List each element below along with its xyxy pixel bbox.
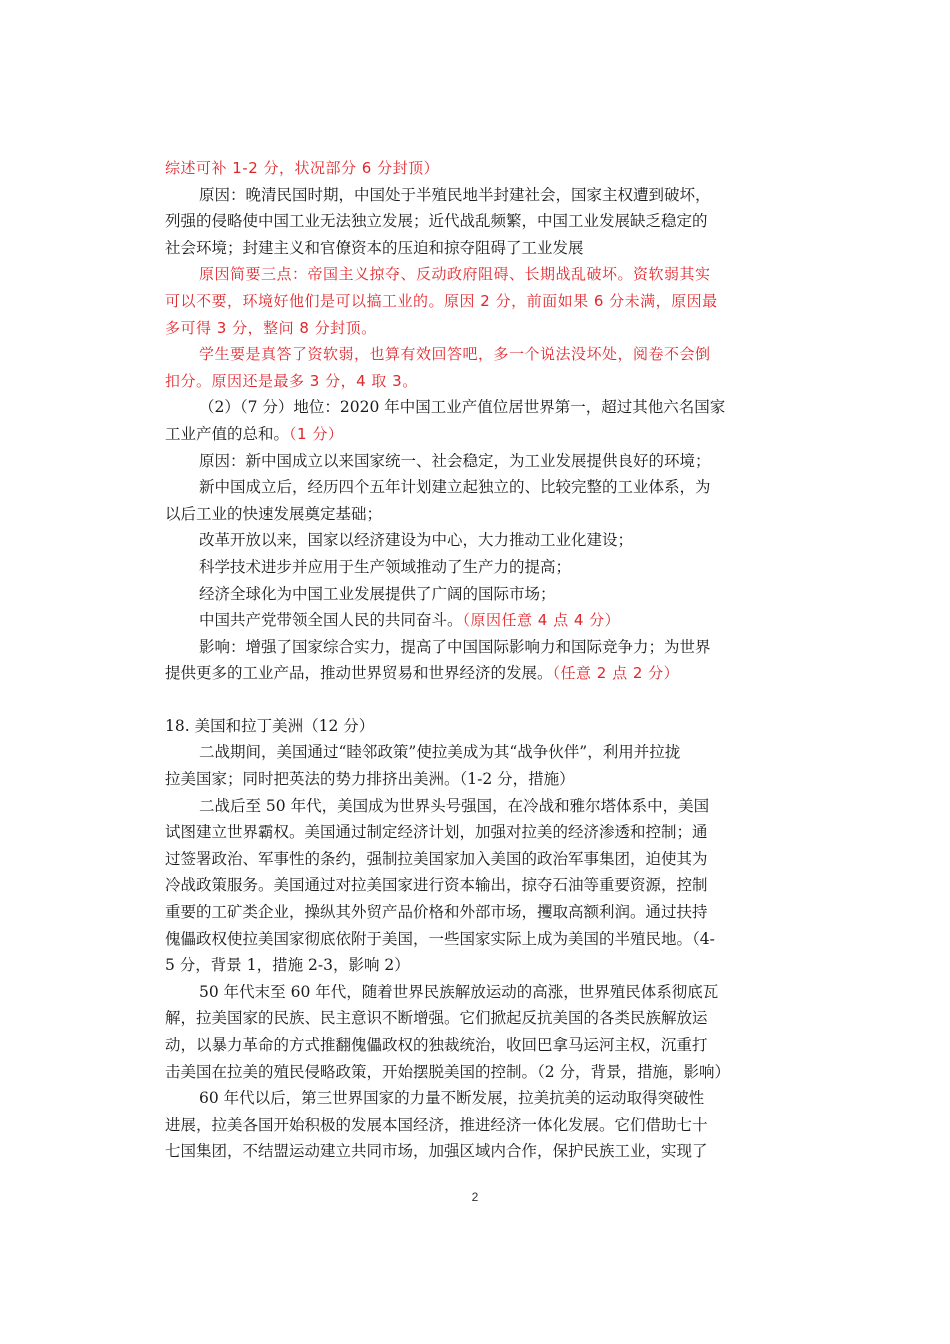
answer-text: 二战期间，美国通过“睦邻政策”使拉美成为其“战争伙伴”，利用并拉拢 xyxy=(199,743,681,762)
text-line xyxy=(165,474,785,501)
answer-text: 解，拉美国家的民族、民主意识不断增强。它们掀起反抗美国的各类民族解放运 xyxy=(165,1009,708,1028)
text-line xyxy=(165,607,785,634)
text-line xyxy=(165,315,785,342)
answer-text: 重要的工矿类企业，操纵其外贸产品价格和外部市场，攫取高额利润。通过扶持 xyxy=(165,903,708,922)
text-line xyxy=(165,846,785,873)
grading-note: 多可得 3 分，整问 8 分封顶。 xyxy=(165,318,377,337)
text-line xyxy=(165,554,785,581)
answer-text: 18. 美国和拉丁美洲（12 分） xyxy=(165,716,375,735)
grading-note: 可以不要，环境好他们是可以搞工业的。原因 2 分，前面如果 6 分未满，原因最 xyxy=(165,291,718,310)
text-line xyxy=(165,766,785,793)
text-line xyxy=(165,952,785,979)
text-line xyxy=(165,660,785,687)
answer-text: 提供更多的工业产品，推动世界贸易和世界经济的发展。 xyxy=(165,664,553,683)
answer-text: 试图建立世界霸权。美国通过制定经济计划，加强对拉美的经济渗透和控制；通 xyxy=(165,823,708,842)
text-line xyxy=(165,448,785,475)
grading-note: 扣分。原因还是最多 3 分，4 取 3。 xyxy=(165,371,418,390)
text-line xyxy=(165,261,785,288)
answer-text: 过签署政治、军事性的条约，强制拉美国家加入美国的政治军事集团，迫使其为 xyxy=(165,849,708,868)
answer-text: 冷战政策服务。美国通过对拉美国家进行资本输出，掠夺石油等重要资源，控制 xyxy=(165,876,708,895)
text-line xyxy=(165,182,785,209)
text-line xyxy=(165,872,785,899)
grading-note: （1 分） xyxy=(289,424,344,443)
text-line xyxy=(165,208,785,235)
document-body xyxy=(165,155,785,1165)
text-line xyxy=(165,1085,785,1112)
answer-text: 60 年代以后，第三世界国家的力量不断发展，拉美抗美的运动取得突破性 xyxy=(199,1089,705,1108)
text-line xyxy=(165,288,785,315)
text-line xyxy=(165,979,785,1006)
answer-text: 拉美国家；同时把英法的势力排挤出美洲。（1-2 分，措施） xyxy=(165,770,575,789)
answer-text: 社会环境；封建主义和官僚资本的压迫和掠夺阻碍了工业发展 xyxy=(165,238,584,257)
answer-text: 新中国成立后，经历四个五年计划建立起独立的、比较完整的工业体系，为 xyxy=(199,478,711,497)
answer-text: 击美国在拉美的殖民侵略政策，开始摆脱美国的控制。（2 分，背景，措施，影响） xyxy=(165,1062,731,1081)
answer-text: 以后工业的快速发展奠定基础； xyxy=(165,504,383,523)
text-line xyxy=(165,368,785,395)
answer-text: 二战后至 50 年代，美国成为世界头号强国，在冷战和雅尔塔体系中，美国 xyxy=(199,796,710,815)
text-line xyxy=(165,899,785,926)
answer-text: 进展，拉美各国开始积极的发展本国经济，推进经济一体化发展。它们借助七十 xyxy=(165,1115,708,1134)
text-line xyxy=(165,713,785,740)
answer-text: 影响：增强了国家综合实力，提高了中国国际影响力和国际竞争力；为世界 xyxy=(199,637,711,656)
text-line xyxy=(165,501,785,528)
answer-text: 经济全球化为中国工业发展提供了广阔的国际市场； xyxy=(199,584,556,603)
text-line xyxy=(165,421,785,448)
text-line xyxy=(165,819,785,846)
answer-text: （2）（7 分）地位：2020 年中国工业产值位居世界第一，超过其他六名国家 xyxy=(199,398,726,417)
answer-text: 原因：晚清民国时期，中国处于半殖民地半封建社会，国家主权遭到破坏， xyxy=(199,185,711,204)
answer-text: 改革开放以来，国家以经济建设为中心，大力推动工业化建设； xyxy=(199,531,634,550)
grading-note: 学生要是真答了资软弱，也算有效回答吧，多一个说法没坏处，阅卷不会倒 xyxy=(199,345,711,364)
grading-note: （原因任意 4 点 4 分） xyxy=(462,611,621,630)
text-line xyxy=(165,341,785,368)
text-line xyxy=(165,1112,785,1139)
answer-text: 50 年代末至 60 年代，随着世界民族解放运动的高涨，世界殖民体系彻底瓦 xyxy=(199,982,719,1001)
text-line xyxy=(165,739,785,766)
grading-note: 原因简要三点：帝国主义掠夺、反动政府阻碍、长期战乱破坏。资软弱其实 xyxy=(199,265,711,284)
answer-text: 中国共产党带领全国人民的共同奋斗。 xyxy=(199,611,463,630)
text-line xyxy=(165,527,785,554)
page-number: 2 xyxy=(471,1190,479,1204)
answer-text: 5 分，背景 1，措施 2-3，影响 2） xyxy=(165,956,410,975)
text-line xyxy=(165,793,785,820)
text-line xyxy=(165,235,785,262)
text-line xyxy=(165,926,785,953)
answer-text: 七国集团，不结盟运动建立共同市场，加强区域内合作，保护民族工业，实现了 xyxy=(165,1142,708,1161)
answer-text: 科学技术进步并应用于生产领域推动了生产力的提高； xyxy=(199,557,572,576)
answer-text: 工业产值的总和。 xyxy=(165,424,290,443)
grading-note: 综述可补 1-2 分，状况部分 6 分封顶） xyxy=(165,159,440,177)
grading-note: （任意 2 点 2 分） xyxy=(552,664,680,683)
answer-text: 动，以暴力革命的方式推翻傀儡政权的独裁统治，收回巴拿马运河主权，沉重打 xyxy=(165,1036,708,1054)
text-line xyxy=(165,155,785,182)
text-line xyxy=(165,1059,785,1086)
answer-text: 列强的侵略使中国工业无法独立发展；近代战乱频繁，中国工业发展缺乏稳定的 xyxy=(165,212,708,231)
text-line xyxy=(165,634,785,661)
paragraph-gap xyxy=(165,687,785,713)
answer-text: 傀儡政权使拉美国家彻底依附于美国，一些国家实际上成为美国的半殖民地。（4- xyxy=(165,929,715,948)
answer-text: 原因：新中国成立以来国家统一、社会稳定，为工业发展提供良好的环境； xyxy=(199,451,711,470)
text-line xyxy=(165,1138,785,1165)
text-line xyxy=(165,1032,785,1059)
text-line xyxy=(165,1005,785,1032)
text-line xyxy=(165,581,785,608)
text-line xyxy=(165,394,785,421)
